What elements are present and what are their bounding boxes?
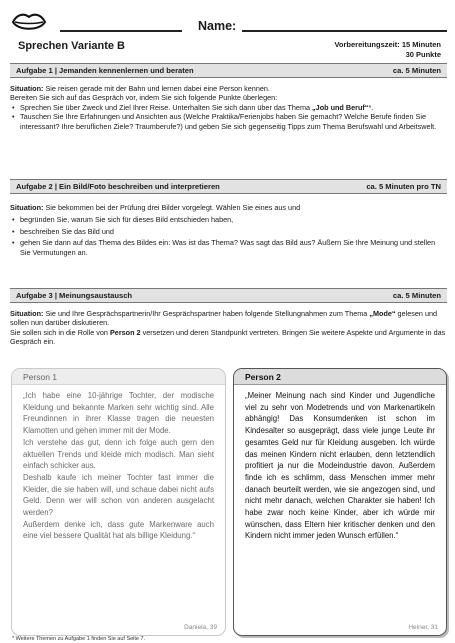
task3-title: Aufgabe 3 | Meinungsaustausch [16, 291, 133, 300]
task3-role: Sie sollen sich in die Rolle von Person 2 versetzen und deren Standpunkt vertreten. Bringen Sie weitere Aspekte und Argumente in das Gespräch ein. [10, 327, 446, 347]
task2-time: ca. 5 Minuten pro TN [366, 182, 441, 191]
task2-list [10, 215, 447, 257]
task2-header [10, 179, 447, 194]
person2-statement: „Meiner Meinung nach sind Kinder und Jugendliche viel zu sehr von Modetrends und von Markenartikeln abhängig! Das Konsumdenken ist schon im Kindesalter so ausgeprägt, dass viele junge Leute ihr gesamtes Geld nur für Kleidung ausgeben. Ich würde das meinen Kindern nicht erlauben, denn letztendlich profitiert ja nur die Modeindustrie davon. Außerdem finde ich es schlimm, dass Menschen immer mehr danach beurteilt werden, wie sie angezogen sind, und nicht mehr danach, welchen Charakter sie haben! Ich habe zwar noch keine Kinder, aber ich würde mir wünschen, dass Eltern hier kritischer denken und den Kindern nicht immer jeden Wunsch erfüllen.“ [245, 391, 435, 541]
footnote: * Weitere Themen zu Aufgabe 1 finden Sie auf Seite 7. [12, 636, 146, 642]
task1-time: ca. 5 Minuten [392, 66, 441, 75]
person1-card [11, 368, 226, 636]
header-rule [60, 30, 182, 32]
list-item: • beschreiben Sie das Bild und [10, 227, 447, 236]
prep-info [334, 40, 441, 60]
list-item: • Tauschen Sie Ihre Erfahrungen und Ansichten aus (Welche Praktika/Ferienjobs haben Sie gemacht? Welche Berufe finden Sie interessant? Ihre beruflichen Ziele? Traumberufe?) und geben Sie sich gegenseitig Tipps zum Thema Berufswahl und Arbeitswelt. [10, 112, 447, 131]
task1-prepare: Bereiten Sie sich auf das Gespräch vor, indem Sie sich folgende Punkte überlegen: [10, 93, 278, 103]
points: 30 Punkte [405, 50, 441, 59]
page-header [0, 0, 455, 40]
prep-time: Vorbereitungszeit: 15 Minuten [334, 40, 441, 49]
name-field-line[interactable] [242, 30, 447, 32]
list-item: • gehen Sie dann auf das Thema des Bildes ein: Was ist das Thema? Was sagt das Bild aus? Äußern Sie Ihre Meinung und stellen Sie Vermutungen an. [10, 238, 447, 257]
person1-signature: Daniela, 39 [184, 624, 217, 631]
task1-header [10, 63, 447, 78]
person1-statement: „Ich habe eine 10-jährige Tochter, der modische Kleidung und bekannte Marken sehr wichtig sind. Alle Freundinnen in ihrer Klasse tragen die neuesten Klamotten und gehen immer mit der Mode. Ich verstehe das gut, denn ich folge auch gern den aktuellen Trends und kleide mich modisch. Man sieht einfach schicker aus. Deshalb kaufe ich meiner Tochter fast immer die Kleider, die sie haben will, und schaue dabei nicht aufs Geld. Denn wer will schon von anderen ausgelacht werden? Außerdem denke ich, dass gute Markenware auch eine viel bessere Qualität hat als billige Kleidung.“ [23, 391, 214, 541]
lips-icon [12, 12, 46, 32]
name-label: Name: [198, 19, 237, 33]
person1-label: Person 1 [12, 369, 225, 385]
list-item: • begründen Sie, warum Sie sich für dieses Bild entschieden haben, [10, 215, 447, 224]
task1-list [10, 103, 447, 131]
task1-situation: Situation: Sie reisen gerade mit der Bahn und lernen dabei eine Person kennen. [10, 84, 270, 93]
task3-time: ca. 5 Minuten [392, 291, 441, 300]
task3-situation: Situation: Sie und Ihre Gesprächspartnerin/Ihr Gesprächspartner haben folgende Stellungnahmen zum Thema „Mode“ gelesen und sollen nun darüber diskutieren. [10, 309, 438, 328]
task3-header [10, 288, 447, 303]
person2-label: Person 2 [234, 369, 446, 385]
person2-signature: Heiner, 31 [408, 624, 438, 631]
task2-situation: Situation: Sie bekommen bei der Prüfung drei Bilder vorgelegt. Wählen Sie eines aus und [10, 203, 301, 212]
list-item: • Sprechen Sie über Zweck und Ziel Ihrer Reise. Unterhalten Sie sich dann über das Thema „Job und Beruf“*. [10, 103, 447, 112]
task3-body [10, 309, 447, 347]
page-title: Sprechen Variante B [18, 40, 125, 52]
task1-title: Aufgabe 1 | Jemanden kennenlernen und beraten [16, 66, 194, 75]
task2-title: Aufgabe 2 | Ein Bild/Foto beschreiben und interpretieren [16, 182, 220, 191]
task1-body [10, 84, 447, 131]
person2-card [233, 368, 447, 636]
task2-body [10, 203, 447, 257]
